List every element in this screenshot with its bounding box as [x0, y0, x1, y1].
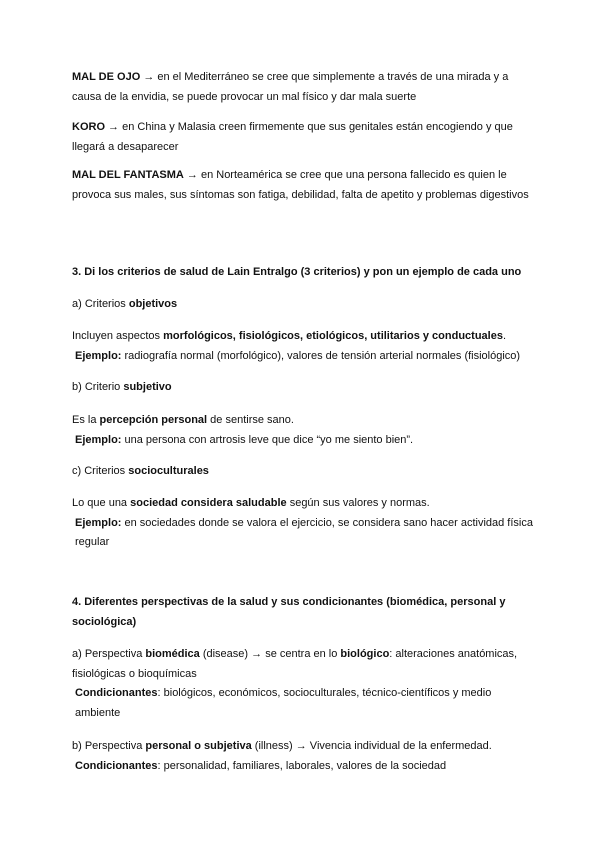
criterion-a-heading: a) Criterios objetivos: [72, 298, 178, 310]
definition-koro: KORO → en China y Malasia creen firmemente que sus genitales están encogiendo y que llegará a desaparecer: [72, 121, 513, 153]
criterion-a-example: Ejemplo: radiografía normal (morfológico), valores de tensión arterial normales (fisiológico): [75, 349, 521, 362]
criterion-c-body: [72, 494, 534, 553]
perspective-a-conditions: Condicionantes: biológicos, económicos, socioculturales, técnico-científicos y medio ambiente: [75, 687, 492, 719]
perspective-b-description: b) Perspectiva personal o subjetiva (illness) → Vivencia individual de la enfermedad.: [72, 740, 492, 752]
question-3-heading: 3. Di los criterios de salud de Lain Entralgo (3 criterios) y pon un ejemplo de cada uno: [72, 266, 522, 278]
criterion-b-example: Ejemplo: una persona con artrosis leve que dice “yo me siento bien”.: [75, 433, 414, 446]
perspective-b-conditions: Condicionantes: personalidad, familiares, laborales, valores de la sociedad: [75, 759, 447, 772]
question-4-heading: 4. Diferentes perspectivas de la salud y sus condicionantes (biomédica, personal y sociológica): [72, 596, 506, 628]
perspective-a: [72, 645, 534, 723]
criterion-b-heading: b) Criterio subjetivo: [72, 381, 172, 393]
criterion-b-description: Es la percepción personal de sentirse sano.: [72, 414, 294, 426]
definition-mal-del-fantasma: MAL DEL FANTASMA → en Norteamérica se cree que una persona fallecido es quien le provoca sus males, sus síntomas son fatiga, debilidad, falta de apetito y problemas digestivos: [72, 169, 529, 201]
criterion-a-body: [72, 327, 534, 366]
criterion-c-heading: c) Criterios socioculturales: [72, 465, 209, 477]
criterion-c-description: Lo que una sociedad considera saludable según sus valores y normas.: [72, 497, 430, 509]
definition-mal-de-ojo: MAL DE OJO → en el Mediterráneo se cree que simplemente a través de una mirada y a causa de la envidia, se puede provocar un mal físico y dar mala suerte: [72, 71, 509, 103]
perspective-a-description: a) Perspectiva biomédica (disease) → se centra en lo biológico: alteraciones anatómicas, fisiológicas o bioquímicas: [72, 648, 518, 680]
criterion-a-description: Incluyen aspectos morfológicos, fisiológicos, etiológicos, utilitarios y conductuales.: [72, 330, 507, 342]
perspective-b: [72, 737, 534, 776]
criterion-b-body: [72, 411, 534, 450]
criterion-c-example: Ejemplo: en sociedades donde se valora el ejercicio, se considera sano hacer actividad física regular: [75, 516, 533, 548]
